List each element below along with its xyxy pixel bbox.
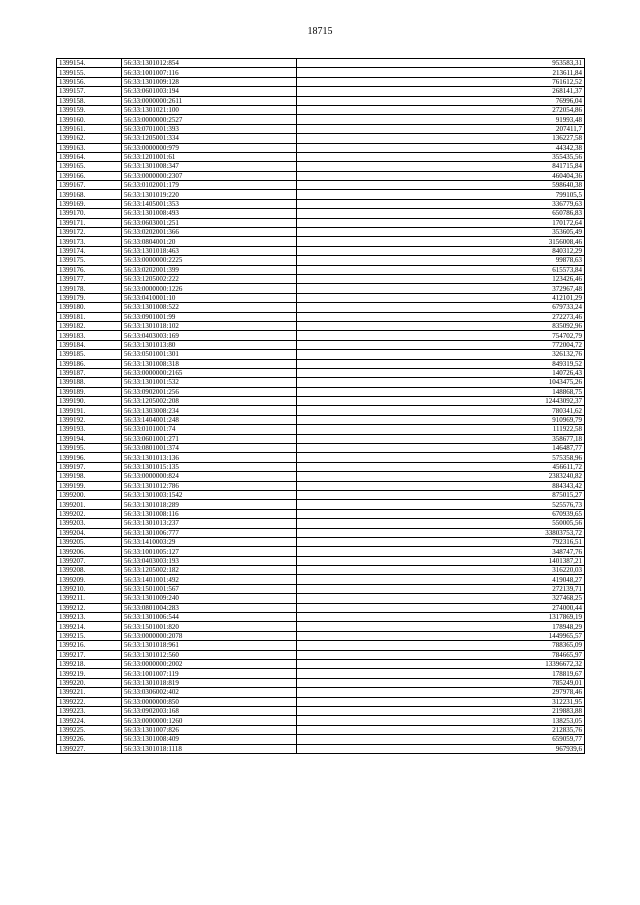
cadastral-value-cell: 1449965,57 [297,631,585,640]
cadastral-number-cell: 56:33:1301008:493 [122,209,297,218]
cadastral-value-cell: 312231,95 [297,697,585,706]
table-row [57,528,585,537]
cadastral-number-cell: 56:33:0000000:824 [122,472,297,481]
row-number-cell: 1399184. [57,340,122,349]
cadastral-value-cell: 138253,05 [297,716,585,725]
table-row [57,688,585,697]
row-number-cell: 1399198. [57,472,122,481]
row-number-cell: 1399186. [57,359,122,368]
row-number-cell: 1399159. [57,105,122,114]
row-number-cell: 1399192. [57,415,122,424]
cadastral-value-cell: 274000,44 [297,603,585,612]
cadastral-value-cell: 348747,76 [297,547,585,556]
cadastral-value-cell: 326132,76 [297,350,585,359]
row-number-cell: 1399177. [57,274,122,283]
table-row [57,87,585,96]
row-number-cell: 1399154. [57,59,122,68]
cadastral-value-cell: 111922,58 [297,425,585,434]
cadastral-number-cell: 56:33:0102001:179 [122,181,297,190]
cadastral-number-cell: 56:33:0101001:74 [122,425,297,434]
row-number-cell: 1399201. [57,500,122,509]
cadastral-value-cell: 76996,04 [297,96,585,105]
cadastral-number-cell: 56:33:1501001:820 [122,622,297,631]
table-row [57,650,585,659]
row-number-cell: 1399166. [57,171,122,180]
table-row [57,378,585,387]
cadastral-number-cell: 56:33:0901001:99 [122,312,297,321]
cadastral-value-cell: 835092,96 [297,321,585,330]
cadastral-number-cell: 56:33:0403003:169 [122,331,297,340]
cadastral-number-cell: 56:33:0000000:2078 [122,631,297,640]
cadastral-value-cell: 792316,51 [297,537,585,546]
row-number-cell: 1399200. [57,490,122,499]
table-row [57,434,585,443]
table-row [57,490,585,499]
table-row [57,725,585,734]
cadastral-number-cell: 56:33:1301012:786 [122,481,297,490]
cadastral-number-cell: 56:33:1303008:234 [122,406,297,415]
cadastral-number-cell: 56:33:0000000:979 [122,143,297,152]
cadastral-value-cell: 44342,38 [297,143,585,152]
cadastral-value-cell: 170172,64 [297,218,585,227]
table-row [57,340,585,349]
cadastral-value-cell: 272273,46 [297,312,585,321]
table-row [57,77,585,86]
cadastral-value-cell: 659059,77 [297,735,585,744]
cadastral-number-cell: 56:33:1001007:119 [122,669,297,678]
table-row [57,274,585,283]
table-row [57,321,585,330]
cadastral-number-cell: 56:33:0000000:2225 [122,256,297,265]
row-number-cell: 1399212. [57,603,122,612]
row-number-cell: 1399223. [57,706,122,715]
cadastral-number-cell: 56:33:0902001:256 [122,387,297,396]
cadastral-number-cell: 56:33:0000000:2527 [122,115,297,124]
cadastral-number-cell: 56:33:0202001:366 [122,228,297,237]
cadastral-value-cell: 849319,52 [297,359,585,368]
row-number-cell: 1399163. [57,143,122,152]
cadastral-value-cell: 336779,63 [297,199,585,208]
cadastral-value-cell: 3156008,46 [297,237,585,246]
table-row [57,594,585,603]
cadastral-value-cell: 953583,31 [297,59,585,68]
row-number-cell: 1399190. [57,397,122,406]
table-row [57,181,585,190]
cadastral-value-cell: 91993,48 [297,115,585,124]
cadastral-value-cell: 2383240,82 [297,472,585,481]
cadastral-number-cell: 56:33:0603001:251 [122,218,297,227]
cadastral-number-cell: 56:33:1301008:116 [122,509,297,518]
cadastral-number-cell: 56:33:0801004:283 [122,603,297,612]
row-number-cell: 1399187. [57,368,122,377]
cadastral-value-cell: 670939,65 [297,509,585,518]
table-row [57,537,585,546]
cadastral-value-cell: 884343,42 [297,481,585,490]
cadastral-value-cell: 785249,01 [297,678,585,687]
cadastral-value-cell: 550005,56 [297,519,585,528]
row-number-cell: 1399165. [57,162,122,171]
cadastral-number-cell: 56:33:1301012:560 [122,650,297,659]
table-row [57,190,585,199]
cadastral-number-cell: 56:33:1405001:353 [122,199,297,208]
cadastral-number-cell: 56:33:1301007:826 [122,725,297,734]
table-row [57,171,585,180]
table-row [57,735,585,744]
cadastral-value-cell: 1401387,21 [297,556,585,565]
row-number-cell: 1399164. [57,152,122,161]
cadastral-value-cell: 875015,27 [297,490,585,499]
cadastral-value-cell: 148868,75 [297,387,585,396]
cadastral-value-cell: 575358,96 [297,453,585,462]
cadastral-number-cell: 56:33:1301008:409 [122,735,297,744]
table-row [57,237,585,246]
row-number-cell: 1399197. [57,462,122,471]
cadastral-number-cell: 56:33:0000000:2307 [122,171,297,180]
table-row [57,509,585,518]
table-row [57,265,585,274]
cadastral-value-cell: 353605,49 [297,228,585,237]
cadastral-value-cell: 136227,58 [297,134,585,143]
row-number-cell: 1399214. [57,622,122,631]
cadastral-number-cell: 56:33:1301018:961 [122,641,297,650]
cadastral-number-cell: 56:33:0902003:168 [122,706,297,715]
cadastral-value-cell: 272054,86 [297,105,585,114]
row-number-cell: 1399155. [57,68,122,77]
cadastral-number-cell: 56:33:0000000:2611 [122,96,297,105]
cadastral-value-cell: 754702,79 [297,331,585,340]
cadastral-number-cell: 56:33:0202001:399 [122,265,297,274]
table-row [57,519,585,528]
cadastral-value-cell: 355435,56 [297,152,585,161]
cadastral-number-cell: 56:33:1205002:182 [122,566,297,575]
table-row [57,406,585,415]
cadastral-number-cell: 56:33:1401001:492 [122,575,297,584]
table-row [57,359,585,368]
table-row [57,218,585,227]
table-row [57,547,585,556]
cadastral-value-cell: 788365,09 [297,641,585,650]
registry-table-body [57,59,585,754]
row-number-cell: 1399203. [57,519,122,528]
row-number-cell: 1399220. [57,678,122,687]
cadastral-value-cell: 761612,52 [297,77,585,86]
cadastral-value-cell: 615573,84 [297,265,585,274]
table-row [57,641,585,650]
table-row [57,256,585,265]
table-row [57,481,585,490]
cadastral-number-cell: 56:33:0804001:20 [122,237,297,246]
row-number-cell: 1399162. [57,134,122,143]
table-row [57,444,585,453]
row-number-cell: 1399213. [57,613,122,622]
table-row [57,584,585,593]
table-row [57,566,585,575]
table-row [57,312,585,321]
cadastral-number-cell: 56:33:1205002:208 [122,397,297,406]
table-row [57,209,585,218]
cadastral-value-cell: 358677,18 [297,434,585,443]
row-number-cell: 1399157. [57,87,122,96]
row-number-cell: 1399176. [57,265,122,274]
table-row [57,425,585,434]
table-row [57,660,585,669]
row-number-cell: 1399224. [57,716,122,725]
row-number-cell: 1399170. [57,209,122,218]
cadastral-number-cell: 56:33:0403003:193 [122,556,297,565]
row-number-cell: 1399217. [57,650,122,659]
row-number-cell: 1399175. [57,256,122,265]
row-number-cell: 1399167. [57,181,122,190]
cadastral-number-cell: 56:33:1301018:463 [122,246,297,255]
cadastral-number-cell: 56:33:0000000:1260 [122,716,297,725]
cadastral-number-cell: 56:33:0000000:850 [122,697,297,706]
row-number-cell: 1399221. [57,688,122,697]
row-number-cell: 1399216. [57,641,122,650]
cadastral-value-cell: 99878,63 [297,256,585,265]
cadastral-number-cell: 56:33:1301018:1118 [122,744,297,753]
cadastral-number-cell: 56:33:1301012:854 [122,59,297,68]
row-number-cell: 1399199. [57,481,122,490]
row-number-cell: 1399160. [57,115,122,124]
cadastral-number-cell: 56:33:1301008:318 [122,359,297,368]
cadastral-value-cell: 840312,29 [297,246,585,255]
row-number-cell: 1399161. [57,124,122,133]
cadastral-value-cell: 268141,37 [297,87,585,96]
cadastral-value-cell: 1043475,26 [297,378,585,387]
table-row [57,744,585,753]
table-row [57,303,585,312]
cadastral-value-cell: 207411,7 [297,124,585,133]
cadastral-value-cell: 33803753,72 [297,528,585,537]
table-row [57,556,585,565]
table-row [57,669,585,678]
row-number-cell: 1399194. [57,434,122,443]
cadastral-number-cell: 56:33:1301013:136 [122,453,297,462]
table-row [57,500,585,509]
cadastral-number-cell: 56:33:1205002:222 [122,274,297,283]
table-row [57,613,585,622]
cadastral-number-cell: 56:33:0601003:194 [122,87,297,96]
table-row [57,68,585,77]
cadastral-number-cell: 56:33:0000000:2002 [122,660,297,669]
table-row [57,472,585,481]
table-row [57,59,585,68]
cadastral-value-cell: 12443092,37 [297,397,585,406]
table-row [57,575,585,584]
table-row [57,143,585,152]
table-row [57,415,585,424]
cadastral-value-cell: 272139,71 [297,584,585,593]
table-row [57,134,585,143]
cadastral-number-cell: 56:33:1301006:777 [122,528,297,537]
table-row [57,603,585,612]
row-number-cell: 1399205. [57,537,122,546]
row-number-cell: 1399179. [57,293,122,302]
table-row [57,462,585,471]
cadastral-value-cell: 772004,72 [297,340,585,349]
cadastral-number-cell: 56:33:0410001:10 [122,293,297,302]
cadastral-value-cell: 784665,97 [297,650,585,659]
cadastral-number-cell: 56:33:1201001:61 [122,152,297,161]
table-row [57,246,585,255]
cadastral-value-cell: 456611,72 [297,462,585,471]
cadastral-number-cell: 56:33:0801001:374 [122,444,297,453]
cadastral-value-cell: 679733,24 [297,303,585,312]
table-row [57,622,585,631]
cadastral-value-cell: 598640,38 [297,181,585,190]
cadastral-number-cell: 56:33:1301009:240 [122,594,297,603]
row-number-cell: 1399226. [57,735,122,744]
table-row [57,453,585,462]
cadastral-value-cell: 178948,29 [297,622,585,631]
row-number-cell: 1399222. [57,697,122,706]
cadastral-number-cell: 56:33:1301001:532 [122,378,297,387]
row-number-cell: 1399183. [57,331,122,340]
row-number-cell: 1399202. [57,509,122,518]
cadastral-number-cell: 56:33:0000000:2165 [122,368,297,377]
row-number-cell: 1399225. [57,725,122,734]
cadastral-value-cell: 799105,5 [297,190,585,199]
row-number-cell: 1399156. [57,77,122,86]
cadastral-value-cell: 1317869,19 [297,613,585,622]
cadastral-number-cell: 56:33:1301008:347 [122,162,297,171]
cadastral-number-cell: 56:33:0601001:271 [122,434,297,443]
row-number-cell: 1399191. [57,406,122,415]
cadastral-value-cell: 123426,46 [297,274,585,283]
table-row [57,199,585,208]
row-number-cell: 1399195. [57,444,122,453]
row-number-cell: 1399215. [57,631,122,640]
cadastral-number-cell: 56:33:1301008:522 [122,303,297,312]
row-number-cell: 1399208. [57,566,122,575]
cadastral-value-cell: 327468,25 [297,594,585,603]
row-number-cell: 1399218. [57,660,122,669]
table-row [57,631,585,640]
cadastral-number-cell: 56:33:1301018:289 [122,500,297,509]
row-number-cell: 1399158. [57,96,122,105]
cadastral-value-cell: 372967,48 [297,284,585,293]
row-number-cell: 1399173. [57,237,122,246]
table-row [57,96,585,105]
cadastral-value-cell: 650786,83 [297,209,585,218]
table-row [57,350,585,359]
cadastral-value-cell: 460404,36 [297,171,585,180]
cadastral-number-cell: 56:33:1301009:128 [122,77,297,86]
row-number-cell: 1399178. [57,284,122,293]
cadastral-value-cell: 910969,79 [297,415,585,424]
cadastral-number-cell: 56:33:1301006:544 [122,613,297,622]
cadastral-number-cell: 56:33:1501001:567 [122,584,297,593]
cadastral-number-cell: 56:33:1205001:334 [122,134,297,143]
table-row [57,124,585,133]
table-row [57,678,585,687]
cadastral-number-cell: 56:33:0306002:402 [122,688,297,697]
row-number-cell: 1399209. [57,575,122,584]
cadastral-number-cell: 56:33:1301018:102 [122,321,297,330]
cadastral-number-cell: 56:33:1001005:127 [122,547,297,556]
table-row [57,228,585,237]
row-number-cell: 1399210. [57,584,122,593]
row-number-cell: 1399188. [57,378,122,387]
cadastral-value-cell: 967939,6 [297,744,585,753]
row-number-cell: 1399185. [57,350,122,359]
registry-table [56,58,585,754]
cadastral-number-cell: 56:33:1301019:220 [122,190,297,199]
table-row [57,368,585,377]
row-number-cell: 1399207. [57,556,122,565]
table-row [57,697,585,706]
cadastral-value-cell: 213611,84 [297,68,585,77]
cadastral-number-cell: 56:33:1301003:1542 [122,490,297,499]
row-number-cell: 1399168. [57,190,122,199]
row-number-cell: 1399206. [57,547,122,556]
cadastral-number-cell: 56:33:1410003:29 [122,537,297,546]
row-number-cell: 1399180. [57,303,122,312]
table-row [57,716,585,725]
cadastral-value-cell: 297978,46 [297,688,585,697]
cadastral-value-cell: 412101,29 [297,293,585,302]
row-number-cell: 1399196. [57,453,122,462]
table-row [57,152,585,161]
row-number-cell: 1399171. [57,218,122,227]
table-row [57,115,585,124]
cadastral-value-cell: 140726,43 [297,368,585,377]
cadastral-number-cell: 56:33:0501001:301 [122,350,297,359]
cadastral-number-cell: 56:33:1301013:80 [122,340,297,349]
cadastral-number-cell: 56:33:1301013:237 [122,519,297,528]
cadastral-value-cell: 841715,84 [297,162,585,171]
page-number: 18715 [307,26,333,37]
cadastral-number-cell: 56:33:1301021:100 [122,105,297,114]
cadastral-value-cell: 419048,27 [297,575,585,584]
table-row [57,293,585,302]
row-number-cell: 1399193. [57,425,122,434]
row-number-cell: 1399174. [57,246,122,255]
cadastral-value-cell: 780341,62 [297,406,585,415]
row-number-cell: 1399181. [57,312,122,321]
table-row [57,397,585,406]
cadastral-value-cell: 146487,77 [297,444,585,453]
cadastral-value-cell: 178819,67 [297,669,585,678]
table-row [57,331,585,340]
table-row [57,105,585,114]
row-number-cell: 1399189. [57,387,122,396]
row-number-cell: 1399182. [57,321,122,330]
cadastral-value-cell: 212835,76 [297,725,585,734]
row-number-cell: 1399172. [57,228,122,237]
cadastral-number-cell: 56:33:0000000:1226 [122,284,297,293]
table-row [57,706,585,715]
table-row [57,162,585,171]
cadastral-value-cell: 13396672,32 [297,660,585,669]
cadastral-value-cell: 316220,03 [297,566,585,575]
cadastral-number-cell: 56:33:1404001:248 [122,415,297,424]
table-row [57,284,585,293]
cadastral-number-cell: 56:33:1301015:135 [122,462,297,471]
table-row [57,387,585,396]
row-number-cell: 1399227. [57,744,122,753]
cadastral-number-cell: 56:33:1301018:819 [122,678,297,687]
cadastral-value-cell: 219883,88 [297,706,585,715]
row-number-cell: 1399169. [57,199,122,208]
cadastral-number-cell: 56:33:1001007:116 [122,68,297,77]
row-number-cell: 1399219. [57,669,122,678]
cadastral-number-cell: 56:33:0701001:393 [122,124,297,133]
cadastral-value-cell: 525576,73 [297,500,585,509]
row-number-cell: 1399211. [57,594,122,603]
row-number-cell: 1399204. [57,528,122,537]
